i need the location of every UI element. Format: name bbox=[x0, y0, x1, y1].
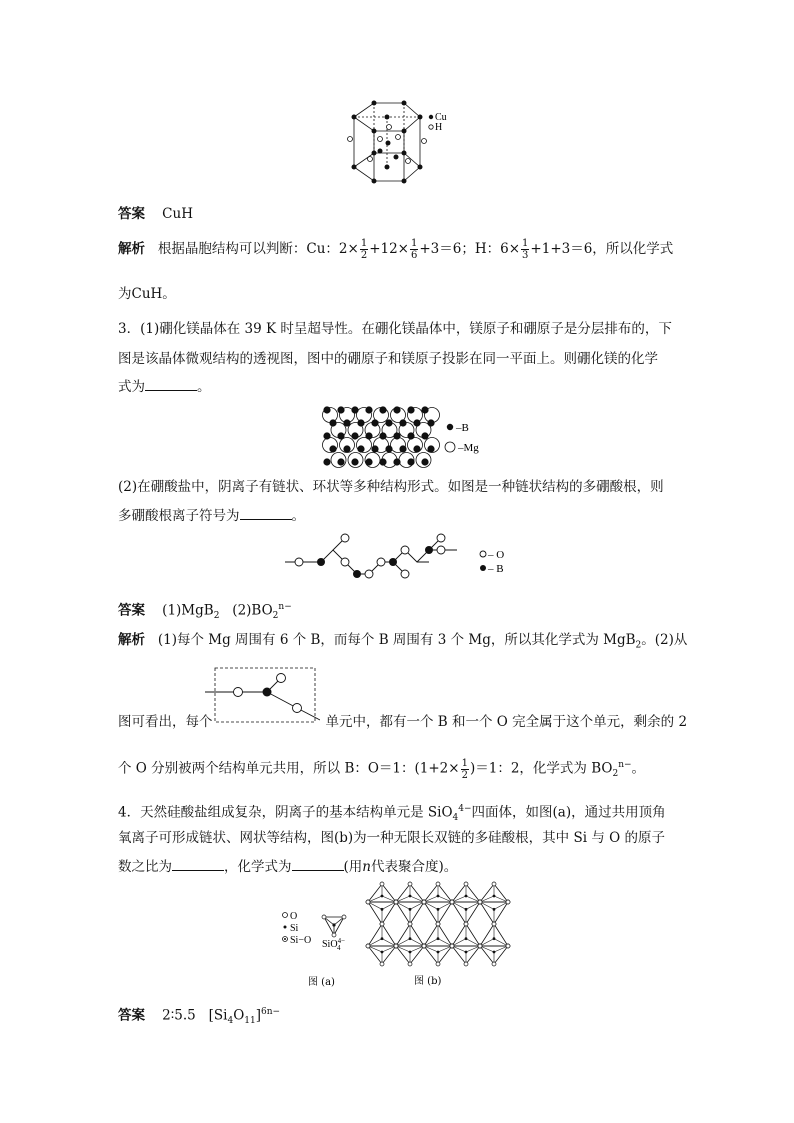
b-atom bbox=[344, 420, 350, 426]
legend-sio: Si−O bbox=[290, 935, 312, 946]
b-atom bbox=[344, 446, 350, 452]
b-atom bbox=[338, 459, 344, 465]
q4-line-1: 4．天然硅酸盐组成复杂，阴离子的基本结构单元是 SiO$_4^{4-}$四面体，如图(a)，通过共用顶角 bbox=[118, 804, 666, 824]
answer-blank bbox=[240, 507, 292, 520]
answer-4: 答案 2∶5.5 $[Si_4O_{11}]^{6n-}$ bbox=[118, 1007, 281, 1027]
b-atom bbox=[394, 433, 400, 439]
q4-line-2: 氧离子可形成链状、网状等结构，图(b)为一种无限长双链的多硅酸根，其中 Si 与 O 的原子 bbox=[118, 830, 665, 846]
b-atom bbox=[428, 420, 434, 426]
fraction: $\frac{1}{3}$ bbox=[522, 238, 529, 261]
explanation-label: 解析 bbox=[118, 241, 145, 257]
legend-b-label: –B bbox=[456, 422, 469, 434]
b-atom bbox=[324, 407, 330, 413]
answer-3: 答案 (1)MgB$_2$ $(2)BO_2^{n-}$ bbox=[118, 602, 292, 622]
b-atom bbox=[380, 433, 386, 439]
legend-cu-label: Cu bbox=[435, 112, 447, 123]
b-atom bbox=[324, 459, 330, 465]
answer-text: CuH bbox=[162, 206, 193, 222]
answer-blank bbox=[292, 858, 344, 871]
b-atom bbox=[366, 459, 372, 465]
b-atom bbox=[372, 446, 378, 452]
legend-mg-dot bbox=[445, 442, 455, 452]
explanation-1: 解析 根据晶胞结构可以判断：Cu：2× $\frac{1}{2}$ +12× $\frac{1}{6}$ +3＝6；H：6× $\frac{1}{3}$ +1+3＝6，所以化学式 bbox=[118, 238, 674, 261]
b-atom bbox=[422, 433, 428, 439]
b-atom bbox=[380, 407, 386, 413]
b-atom bbox=[386, 420, 392, 426]
b-atom bbox=[422, 407, 428, 413]
legend-o-label: O bbox=[496, 549, 505, 561]
caption-b: 图 (b) bbox=[414, 976, 442, 987]
b-atom bbox=[352, 459, 358, 465]
svg-text:SiO4−4: SiO$^{4-}$ 4 bbox=[322, 937, 346, 952]
b-atom bbox=[414, 420, 420, 426]
polyborate-chain-figure bbox=[285, 530, 515, 588]
sio4-tetrahedron-figure bbox=[280, 905, 360, 990]
b-atom bbox=[358, 446, 364, 452]
legend-mg-label: –Mg bbox=[458, 442, 479, 454]
answer-blank bbox=[172, 858, 224, 871]
legend-h-label: H bbox=[435, 122, 443, 133]
answer-label: 答案 bbox=[118, 206, 145, 222]
b-atom bbox=[400, 420, 406, 426]
fraction: $\frac{1}{6}$ bbox=[411, 238, 418, 261]
b-atom bbox=[352, 433, 358, 439]
caption-a: 图 (a) bbox=[308, 977, 335, 988]
b-atom bbox=[414, 446, 420, 452]
b-atom bbox=[386, 446, 392, 452]
q3-line-3: 式为 。 bbox=[118, 379, 211, 395]
q3-line-1: 3．(1)硼化镁晶体在 39 K 时呈超导性。在硼化镁晶体中，镁原子和硼原子是分层排布的，下 bbox=[118, 321, 672, 337]
b-atom bbox=[408, 459, 414, 465]
explanation-1-cont: 为CuH。 bbox=[118, 286, 176, 302]
b-atom bbox=[400, 446, 406, 452]
fraction: $\frac{1}{2}$ bbox=[461, 757, 468, 781]
fig-a-ion: SiO bbox=[322, 939, 338, 950]
legend-o: O bbox=[290, 911, 298, 922]
mgb2-structure-figure bbox=[310, 405, 490, 473]
answer-blank bbox=[145, 378, 197, 391]
answer-1 bbox=[118, 205, 193, 223]
b-atom bbox=[358, 420, 364, 426]
explanation-3-line-3: 个 O 分别被两个结构单元共用，所以 B：O＝1：(1+2× $\frac{1}{2}$ )＝1：2，化学式为 $BO_2^{n-}$。 bbox=[118, 757, 646, 781]
b-atom bbox=[366, 433, 372, 439]
b-atom bbox=[422, 459, 428, 465]
b-atom bbox=[330, 420, 336, 426]
svg-text:– B: – B bbox=[488, 563, 504, 575]
b-atom bbox=[394, 407, 400, 413]
svg-text:– O: – O bbox=[488, 549, 505, 561]
q4-line-3: 数之比为 ，化学式为 (用n代表聚合度)。 bbox=[118, 859, 458, 875]
b-atom bbox=[338, 407, 344, 413]
b-atom bbox=[324, 433, 330, 439]
b-atom bbox=[338, 433, 344, 439]
explanation-3-line-2: 图可看出，每个 单元中，都有一个 B 和一个 O 完全属于这个单元，剩余的 2 bbox=[118, 714, 688, 730]
b-atom bbox=[366, 407, 372, 413]
legend-b-label: B bbox=[496, 563, 504, 575]
b-atom bbox=[394, 459, 400, 465]
q3-2-line-2: 多硼酸根离子符号为 。 bbox=[118, 508, 305, 524]
b-atom bbox=[380, 459, 386, 465]
b-atom bbox=[372, 420, 378, 426]
polysilicate-double-chain-figure bbox=[362, 880, 522, 990]
legend-si: Si bbox=[290, 923, 299, 934]
fraction: $\frac{1}{2}$ bbox=[360, 238, 368, 261]
b-atom bbox=[330, 446, 336, 452]
b-atom bbox=[408, 433, 414, 439]
b-atom bbox=[352, 407, 358, 413]
legend-b-dot bbox=[447, 424, 453, 430]
q3-line-2: 图是该晶体微观结构的透视图，图中的硼原子和镁原子投影在同一平面上。则硼化镁的化学 bbox=[118, 351, 658, 367]
b-atom bbox=[408, 407, 414, 413]
q3-2-line-1: (2)在硼酸盐中，阴离子有链状、环状等多种结构形式。如图是一种链状结构的多硼酸根，则 bbox=[118, 479, 664, 495]
cuh-crystal-figure bbox=[340, 95, 470, 195]
explanation-3-line-1: 解析 (1)每个 Mg 周围有 6 个 B，而每个 B 周围有 3 个 Mg，所以其化学式为 MgB$_2$。(2)从 bbox=[118, 632, 688, 651]
b-atom bbox=[428, 446, 434, 452]
